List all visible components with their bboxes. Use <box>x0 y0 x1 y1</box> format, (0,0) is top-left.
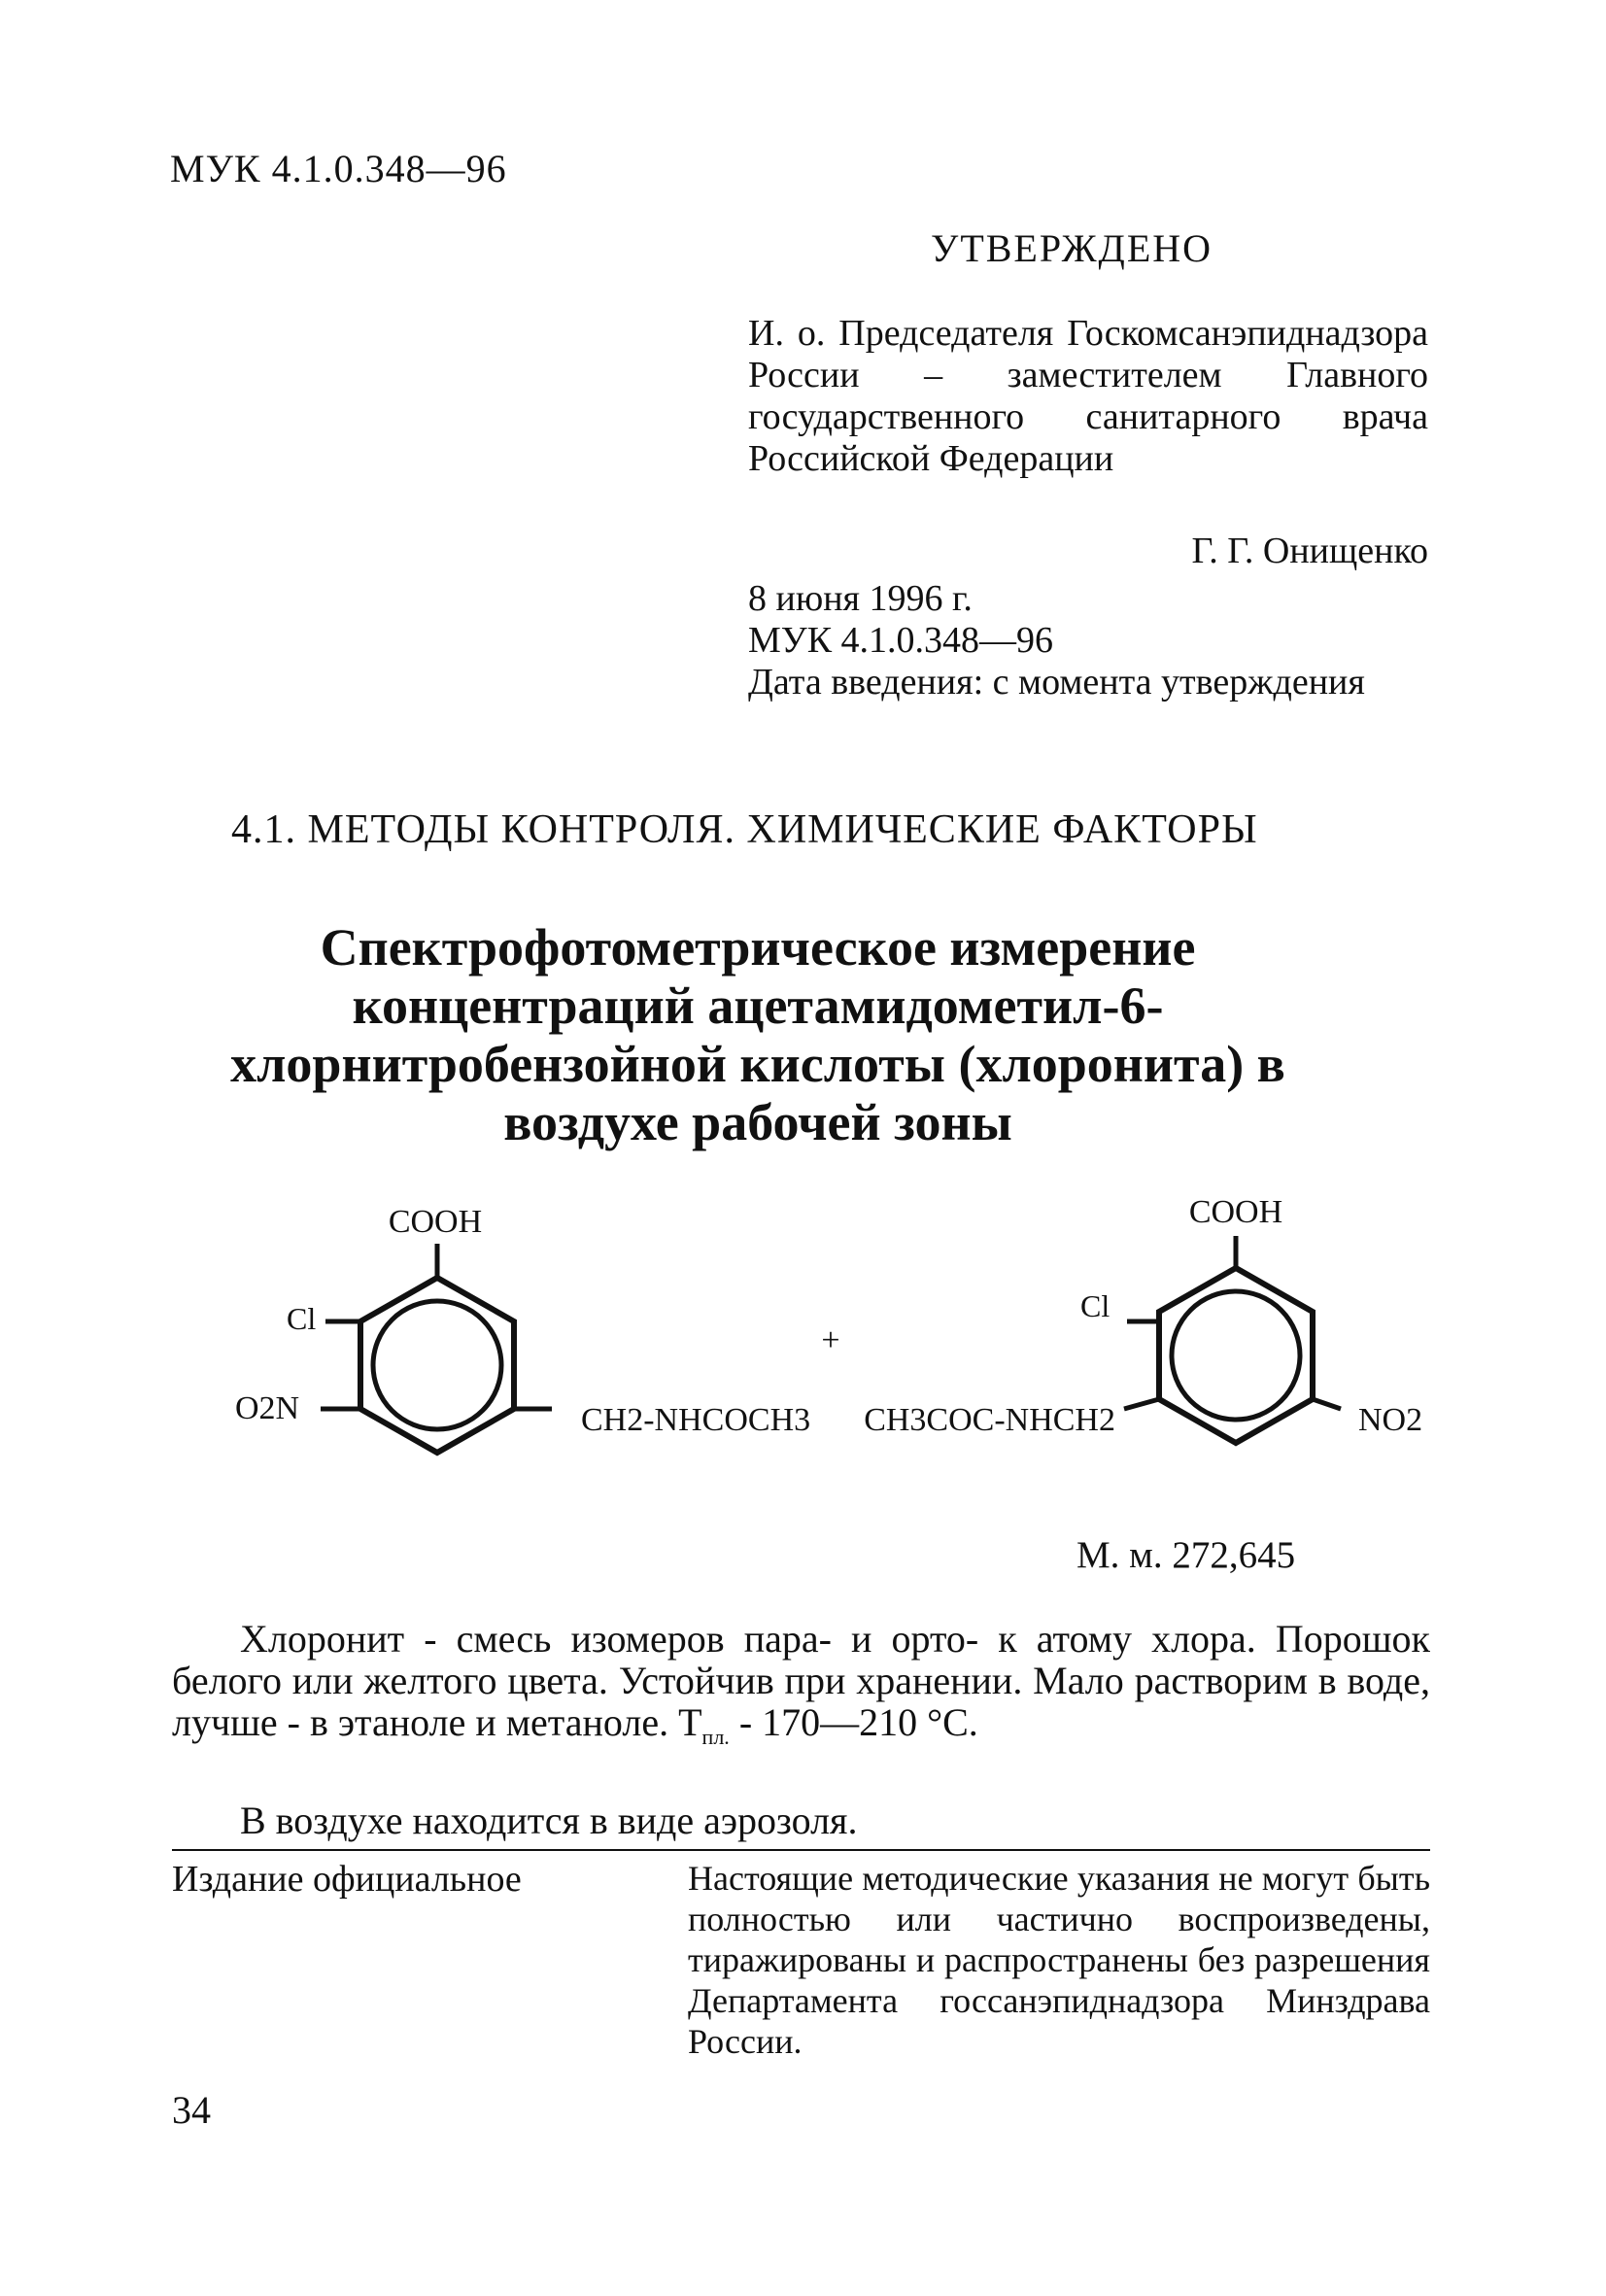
left-cooh-label: COOH <box>388 1204 483 1240</box>
page-number: 34 <box>172 2088 211 2132</box>
plus-sign: + <box>821 1322 840 1358</box>
document-code-repeat: МУК 4.1.0.348—96 <box>748 620 1054 661</box>
approval-meta <box>748 578 1428 703</box>
approved-label: УТВЕРЖДЕНО <box>931 226 1213 270</box>
structural-formula-diagram <box>223 1194 1448 1511</box>
chemical-formula <box>223 1194 1448 1511</box>
left-benzene-ring <box>360 1278 514 1453</box>
right-cooh-label: COOH <box>1188 1194 1283 1230</box>
edition-label: Издание официальное <box>172 1859 522 1900</box>
right-cl-label: Cl <box>1080 1288 1111 1323</box>
molecular-mass: М. м. 272,645 <box>1076 1534 1296 1576</box>
left-bonds <box>321 1244 552 1409</box>
right-side-chain-label: CH3COC-NHCH2 <box>864 1402 1115 1438</box>
document-code: МУК 4.1.0.348—96 <box>170 147 507 190</box>
body-paragraph-1 <box>172 1618 1430 1758</box>
document-title: Спектрофотометрическое измерение концентраций ацетамидометил-6-хлорнитробензойной кислоты (хлоронита) в воздухе рабочей зоны <box>230 918 1285 1151</box>
copyright-notice: Настоящие методические указания не могут быть полностью или частично воспроизведены, тиражированы и распространены без разрешения Департамента госсанэпиднадзора Минздрава России. <box>688 1859 1430 2061</box>
body-paragraph-2: В воздухе находится в виде аэрозоля. <box>240 1799 858 1842</box>
melting-point-subscript: пл. <box>701 1725 730 1749</box>
signer-name: Г. Г. Онищенко <box>1191 531 1428 571</box>
left-side-chain-label: CH2-NHCOCH3 <box>581 1402 811 1438</box>
intro-date: Дата введения: с момента утверждения <box>748 662 1365 703</box>
approval-date: 8 июня 1996 г. <box>748 578 973 619</box>
body-paragraph-1-tail: - 170—210 °С. <box>729 1700 978 1744</box>
approver-text: И. о. Председателя Госкомсанэпиднадзора России – заместителем Главного государственного санитарного врача Российской Федерации <box>748 313 1428 479</box>
left-o2n-label: O2N <box>235 1390 300 1426</box>
right-benzene-ring <box>1159 1268 1313 1443</box>
body-paragraph-1-main: Хлоронит - смесь изомеров пара- и орто- к атому хлора. Порошок белого или желтого цвета. Устойчив при хранении. Мало растворим в воде, лучше - в этаноле и метаноле. T <box>172 1617 1430 1744</box>
left-cl-label: Cl <box>287 1301 317 1336</box>
footer-divider <box>172 1849 1430 1851</box>
section-title: 4.1. МЕТОДЫ КОНТРОЛЯ. ХИМИЧЕСКИЕ ФАКТОРЫ <box>231 807 1258 852</box>
right-no2-label: NO2 <box>1358 1402 1423 1438</box>
